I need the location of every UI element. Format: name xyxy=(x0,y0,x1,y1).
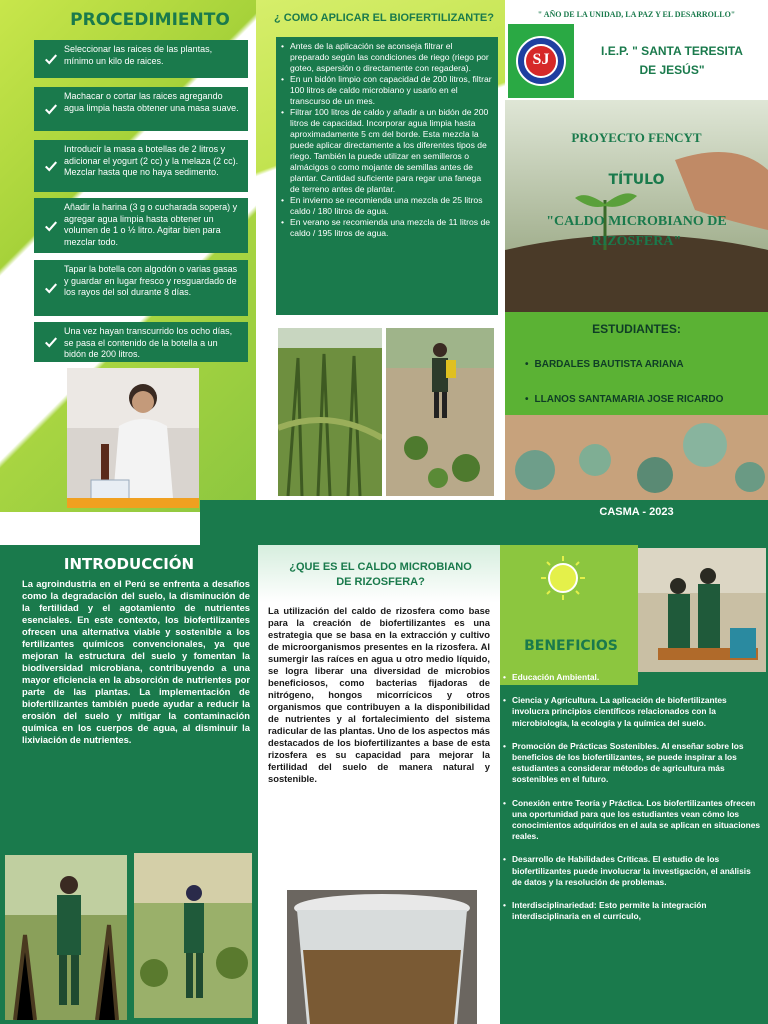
check-icon xyxy=(44,52,58,66)
list-item: • Antes de la aplicación se aconseja filtrar el preparado según las condiciones de riego (riego por goteo, aspersión o directamente con regadera). xyxy=(290,41,492,74)
procedimiento-title: PROCEDIMIENTO xyxy=(70,10,230,30)
step-text: Introducir la masa a botellas de 2 litros y adicionar el yogurt (2 cc) y la melaza (2 cc). Mezclar hasta que no haya sedimento. xyxy=(64,144,239,177)
list-item: • Filtrar 100 litros de caldo y añadir a un bidón de 200 litros de capacidad. Incorporar agua limpia hasta aproximadamente 5 cm del borde. Esta mezcla la puede aplicar directamente a los diferentes tipos de riego. También la puede utilizar en semilleros o almácigos o como mojante de semillas antes de plantar. Cantidad suficiente para regar una fanega de terreno antes de plantar. xyxy=(290,107,492,195)
succulents-photo xyxy=(505,415,768,500)
beneficios-title: BENEFICIOS xyxy=(524,638,618,654)
project-title-line2: RIZOSFERA" xyxy=(591,234,682,249)
procedure-step xyxy=(34,198,248,253)
step-text: Una vez hayan transcurrido los ocho días, se pasa el contenido de la botella a un bidón de 200 litros. xyxy=(64,326,233,359)
step-text: Machacar o cortar las raices agregando agua limpia hasta obtener una masa suave. xyxy=(64,91,239,113)
que-es-title-line2: DE RIZOSFERA? xyxy=(336,576,425,588)
aplicar-list xyxy=(290,41,492,239)
check-icon xyxy=(44,159,58,173)
que-es-title xyxy=(268,560,493,590)
school-name-line1: I.E.P. " SANTA TERESITA xyxy=(601,44,743,58)
list-item: • Promoción de Prácticas Sostenibles. Al enseñar sobre los beneficios de los biofertilizantes, se puede inspirar a los estudiantes a considerar métodos de agricultura más sostenibles en el futuro. xyxy=(512,741,762,786)
list-item: • Educación Ambiental. xyxy=(512,672,762,683)
students-title: ESTUDIANTES: xyxy=(592,322,681,336)
check-icon xyxy=(44,102,58,116)
que-es-title-line1: ¿QUE ES EL CALDO MICROBIANO xyxy=(289,561,472,573)
step-text: Seleccionar las raices de las plantas, mínimo un kilo de raices. xyxy=(64,44,213,66)
student-field-photo xyxy=(134,853,252,1018)
slogan: " AÑO DE LA UNIDAD, LA PAZ Y EL DESARROLLO" xyxy=(537,10,736,19)
step-text: Tapar la botella con algodón o varias gasas y guardar en lugar fresco y resguardado de los rayos del sol durante 8 días. xyxy=(64,264,238,297)
list-item: • En verano se recomienda una mezcla de 11 litros de caldo / 195 litros de agua. xyxy=(290,217,492,239)
aplicar-box xyxy=(276,37,498,315)
broth-container-photo xyxy=(287,890,477,1024)
check-icon xyxy=(44,281,58,295)
list-item: • Conexión entre Teoría y Práctica. Los biofertilizantes ofrecen una oportunidad para que los estudiantes vean cómo los conocimientos adquiridos en el aula se aplican en situaciones reales. xyxy=(512,798,762,843)
procedure-step xyxy=(34,87,248,131)
school-name xyxy=(582,42,762,80)
procedure-step xyxy=(34,140,248,192)
procedure-step xyxy=(34,322,248,362)
que-es-text: La utilización del caldo de rizosfera como base para la creación de biofertilizantes es una estrategia que se basa en la extracción y cultivo de microorganismos presentes en la rizosfera. Al sumergir las raíces en agua u otro medio líquido, se logra liberar una diversidad de microbios beneficiosos, como bacterias fijadoras de nitrógeno, hongos micorrícicos y otros organismos que contribuyen a la disponibilidad de nutrientes y al fortalecimiento del sistema radicular de las plantas. Uno de los aspectos más destacados de los biofertilizantes a base de esta rizosfera es su capacidad para mejorar la fertilidad del suelo de manera natural y sostenible. xyxy=(268,605,490,784)
check-icon xyxy=(44,335,58,349)
project-title-line1: "CALDO MICROBIANO DE xyxy=(546,214,727,229)
student-spraying-photo xyxy=(386,328,494,496)
students-bottles-photo xyxy=(638,548,766,672)
logo-text: SJ xyxy=(532,51,550,68)
list-item: • Interdisciplinariedad: Esto permite la integración interdisciplinaria en el currículo, xyxy=(512,900,762,922)
place-year: CASMA - 2023 xyxy=(599,506,674,518)
list-item: • Ciencia y Agricultura. La aplicación de biofertilizantes involucra principios científicos relacionados con la microbiología, la ecología y la química del suelo. xyxy=(512,695,762,729)
list-item: • Desarrollo de Habilidades Críticas. El estudio de los biofertilizantes puede involucrar la investigación, el análisis de datos y la resolución de problemas. xyxy=(512,854,762,888)
school-name-line2: DE JESÚS" xyxy=(639,63,705,77)
intro-title: INTRODUCCIÓN xyxy=(63,555,195,573)
project-label: PROYECTO FENCYT xyxy=(571,130,702,145)
check-icon xyxy=(44,219,58,233)
student-lab-photo xyxy=(67,368,199,508)
sun-icon xyxy=(540,555,586,601)
intro-text: La agroindustria en el Perú se enfrenta a desafíos como la degradación del suelo, la disminución de la fertilidad y el agotamiento de nutrientes esenciales. En este contexto, los biofertilizantes ofrecen una alternativa viable y sostenible a los fertilizantes químicos convencionales, ya que mejoran la estructura del suelo y fomentan la biodiversidad microbiana, contribuyendo a una mayor eficiencia en la absorción de nutrientes por parte de las plantas. La implementación de biofertilizantes también puede ayudar a reducir la erosión del suelo y mitigar la contaminación química en los cuerpos de agua, al disminuir la lixiviación de nutrientes. xyxy=(22,578,250,745)
project-title xyxy=(505,212,768,252)
procedure-step xyxy=(34,260,248,316)
aplicar-title: ¿ COMO APLICAR EL BIOFERTILIZANTE? xyxy=(274,12,494,24)
title-label: TÍTULO xyxy=(608,172,665,188)
student-name: • LLANOS SANTAMARIA JOSE RICARDO xyxy=(525,394,765,405)
beneficios-list xyxy=(512,672,762,934)
student-name: • BARDALES BAUTISTA ARIANA xyxy=(525,359,765,370)
crop-field-photo xyxy=(278,328,382,496)
list-item: • En invierno se recomienda una mezcla de 25 litros caldo / 180 litros de agua. xyxy=(290,195,492,217)
school-logo xyxy=(508,24,574,98)
step-text: Añadir la harina (3 g o cucharada sopera) y agregar agua limpia hasta obtener un volumen de 1 o ½ litro. Agitar bien para mezclar todo. xyxy=(64,202,238,247)
student-plants-photo xyxy=(5,855,127,1020)
list-item: • En un bidón limpio con capacidad de 200 litros, filtrar 100 litros de caldo microbiano y usarlo en el transcurso de un mes. xyxy=(290,74,492,107)
procedure-step xyxy=(34,40,248,78)
